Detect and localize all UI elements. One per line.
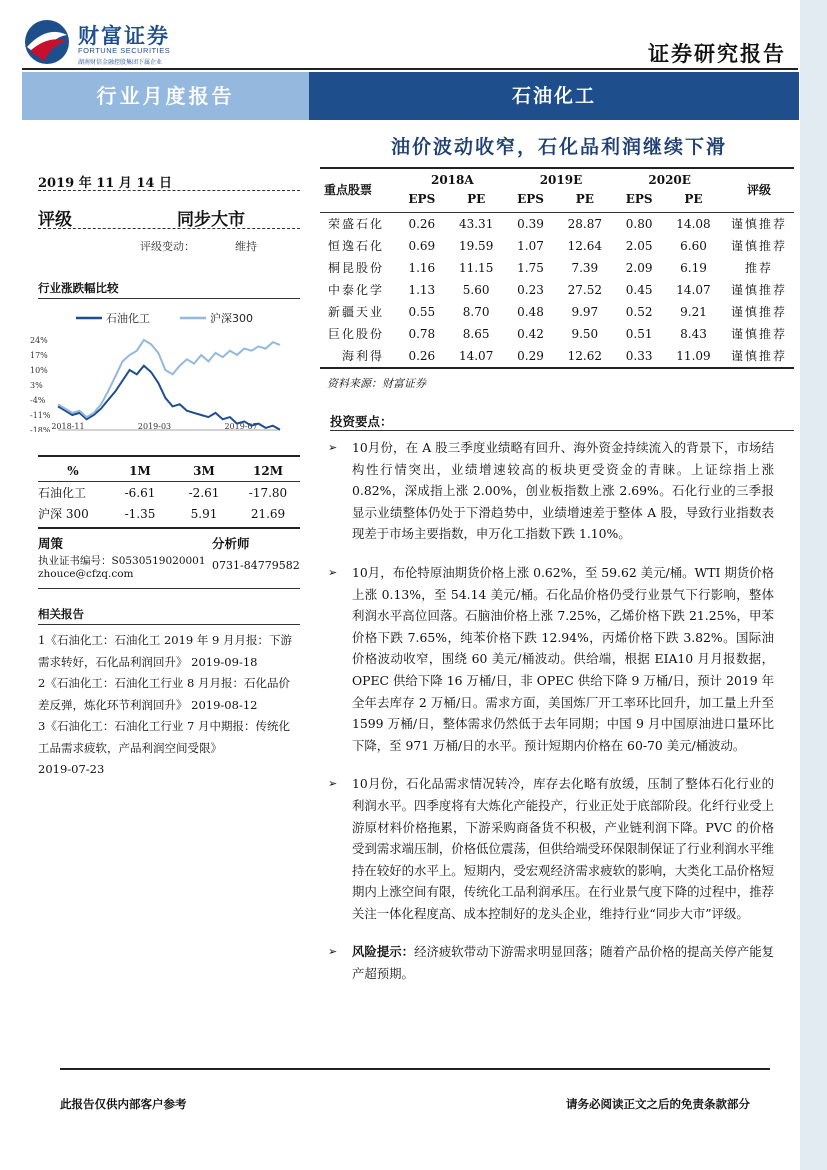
x-tick-label: 2019-03 [137, 422, 172, 431]
related-report-date: 2019-07-23 [38, 762, 105, 776]
table-row [320, 301, 794, 323]
table-header: PE [575, 191, 594, 206]
table-cell: 1.07 [517, 238, 544, 253]
divider [320, 167, 794, 169]
related-report-item[interactable]: 3《石油化工：石油化工行业 7 月中期报：传统化工品需求疲软，产品利润空间受限》 [38, 719, 290, 755]
table-cell: 1.75 [517, 260, 544, 275]
report-date: 2019 年 11 月 14 日 [38, 176, 172, 191]
rating-label: 评级 [38, 210, 72, 230]
logo-english: FORTUNE SECURITIES [78, 46, 171, 55]
arrow-icon: ➢ [328, 441, 338, 454]
y-tick-label: -11% [30, 411, 51, 420]
stock-name: 中泰化学 [328, 283, 385, 297]
table-cell: 14.07 [676, 282, 711, 297]
table-header: EPS [517, 191, 544, 206]
document-type: 证券研究报告 [648, 41, 786, 66]
table-cell: 0.33 [625, 348, 653, 363]
legend-label: 石油化工 [106, 312, 150, 325]
y-tick-label: 24% [30, 336, 48, 345]
table-cell: 0.52 [625, 304, 653, 319]
table-row [38, 482, 300, 504]
investment-points-title: 投资要点： [330, 414, 393, 429]
stock-rating: 推荐 [744, 261, 773, 275]
divider [38, 455, 300, 457]
headline: 油价波动收窄，石化品利润继续下滑 [390, 136, 727, 158]
footer-disclaimer: 此报告仅供内部客户参考 [60, 1097, 187, 1111]
side-bar [800, 0, 827, 1170]
table-row [320, 257, 794, 279]
table-cell: -17.80 [248, 485, 288, 500]
bullet-text: 10月份，在 A 股三季度业绩略有回升、海外资金持续流入的背景下，市场结构性行情突出，业绩增速较高的板块更受资金的青睐。上证综指上涨 0.82%，深成指上涨 2.00%，创业板指数上涨 2.69%。石化行业的三季报显示业绩整体仍处于下滑趋势中，业绩增速差于整体 A 股，导致行业指数表现差于市场主要指数，申万化工指数下跌 1.10%。 [352, 440, 774, 542]
table-row [38, 503, 300, 524]
table-cell: 0.26 [408, 348, 436, 363]
table-cell: 27.52 [567, 282, 602, 297]
divider [38, 298, 300, 299]
table-cell: 0.48 [517, 304, 544, 319]
table-cell: 石油化工 [38, 486, 87, 500]
table-cell: 12.62 [567, 348, 602, 363]
footer-rule [60, 1068, 770, 1070]
divider [38, 527, 300, 529]
table-header: EPS [625, 191, 653, 206]
x-tick-label: 2018-11 [51, 422, 85, 431]
legend-label: 沪深300 [210, 312, 253, 325]
stock-name: 恒逸石化 [328, 239, 385, 253]
table-cell: 0.51 [625, 326, 653, 341]
certificate-number: 执业证书编号：S0530519020001 [38, 555, 206, 567]
table-cell: 0.55 [408, 304, 436, 319]
stock-name: 荣盛石化 [328, 217, 385, 231]
table-cell: -1.35 [124, 506, 156, 521]
table-header-row [38, 460, 300, 482]
table-cell: 11.09 [676, 348, 711, 363]
divider [38, 190, 300, 191]
table-cell: 0.42 [517, 326, 544, 341]
report-type-banner [22, 72, 309, 120]
y-tick-label: -4% [30, 396, 46, 405]
divider [38, 624, 300, 625]
table-row [320, 345, 794, 367]
stock-rating: 谨慎推荐 [730, 349, 787, 363]
table-cell: 11.15 [458, 260, 494, 275]
table-header: 1M [129, 463, 151, 478]
table-row [320, 235, 794, 257]
stock-name: 海利得 [341, 349, 384, 363]
risk-text: 经济疲软带动下游需求明显回落；随着产品价格的提高关停产能复产超预期。 [352, 944, 775, 982]
table-cell: 0.26 [408, 216, 436, 231]
divider [38, 228, 300, 229]
y-tick-label: 10% [30, 366, 48, 375]
table-cell: 5.60 [462, 282, 490, 297]
table-cell: 19.59 [458, 238, 494, 253]
related-report-item[interactable]: 1《石油化工：石油化工 2019 年 9 月月报：下游需求转好，石化品利润回升》 2019-09-18 [38, 633, 293, 669]
stock-name: 巨化股份 [328, 327, 385, 341]
analyst-label: 分析师 [212, 536, 250, 551]
arrow-icon: ➢ [328, 777, 338, 791]
table-cell: 沪深 300 [38, 507, 89, 521]
table-header: 3M [193, 463, 215, 478]
arrow-icon: ➢ [328, 945, 338, 959]
table-cell: 9.50 [571, 326, 599, 341]
author-phone: 0731-84779582 [212, 559, 300, 572]
table-cell: 7.39 [571, 260, 599, 275]
table-header: % [67, 463, 79, 478]
table-cell: 8.43 [680, 326, 707, 341]
investment-points [326, 437, 774, 1002]
table-cell: 0.69 [408, 238, 436, 253]
x-tick-label: 2019-07 [224, 422, 258, 431]
rating-value: 同步大市 [177, 210, 245, 230]
stock-rating: 谨慎推荐 [730, 283, 787, 297]
list-item [326, 562, 774, 756]
y-tick-label: 3% [30, 381, 43, 390]
table-header: 12M [253, 463, 283, 478]
table-cell: -6.61 [124, 485, 156, 500]
industry-banner [309, 72, 799, 120]
logo-subtitle: 湖南财信金融控股集团下属企业 [78, 59, 163, 66]
stock-rating: 谨慎推荐 [730, 217, 787, 231]
table-header: PE [684, 191, 703, 206]
table-row [320, 279, 794, 301]
stock-rating: 谨慎推荐 [730, 327, 787, 341]
divider [320, 367, 794, 369]
stock-rating: 谨慎推荐 [730, 305, 787, 319]
table-header: EPS [408, 191, 436, 206]
key-stocks-table [320, 170, 794, 367]
bullet-text: 10月份，石化品需求情况转冷，库存去化略有放缓，压制了整体石化行业的利润水平。四季度将有大炼化产能投产，行业正处于底部阶段。化纤行业受上游原材料价格拖累，下游采购商备货不积极，产业链利润下降。PVC 的价格受到需求端压制，价格低位震荡，但供给端受环保限制保证了行业利润水平维持在较好的水平上。短期内，受宏观经济需求疲软的影响，大类化工品价格短期内上涨空间有限，传统化工品利润承压。在行业景气度下降的过程中，推荐关注一体化程度高、成本控制好的龙头企业，维持行业“同步大市”评级。 [352, 776, 774, 921]
arrow-icon: ➢ [328, 565, 338, 579]
list-item [326, 437, 774, 545]
table-cell: 0.45 [625, 282, 653, 297]
table-header-row [320, 170, 794, 189]
risk-label: 风险提示： [352, 944, 415, 960]
table-cell: 0.78 [408, 326, 436, 341]
risk-item [326, 941, 774, 984]
table-header: 重点股票 [324, 182, 373, 197]
table-cell: 6.19 [680, 260, 707, 275]
table-cell: 21.69 [250, 506, 286, 521]
table-cell: 1.16 [408, 260, 436, 275]
related-reports-list [38, 630, 300, 781]
divider [330, 430, 794, 431]
table-header: 2020E [648, 172, 691, 187]
table-cell: 5.91 [190, 506, 218, 521]
table-header: PE [467, 191, 486, 206]
table-cell: 0.29 [517, 348, 544, 363]
table-cell: 2.05 [625, 238, 653, 253]
logo-text: 财富证券 [78, 24, 170, 48]
table-row [320, 323, 794, 345]
series-line [58, 340, 280, 417]
table-cell: -2.61 [188, 485, 220, 500]
y-tick-label: -18% [30, 426, 51, 432]
rating-change-value: 维持 [235, 240, 257, 253]
bullet-text: 10月，布伦特原油期货价格上涨 0.62%，至 59.62 美元/桶。WTI 期货价格上涨 0.13%，至 54.14 美元/桶。石化品价格仍受行业景气下行影响，整体利润水平高位回落。石脑油价格上涨 7.25%，乙烯价格下跌 21.25%，甲苯价格下跌 7.65%，纯苯价格下跌 12.94%，丙烯价格下跌 3.82%。国际油价格波动收窄，围绕 60 美元/桶波动。供给端，根据 EIA10 月月报数据，OPEC 供给下降 16 万桶/日，非 OPEC 供给下降 9 万桶/日，预计 2019 年全年去库存 2 万桶/日。需求方面，美国炼厂开工率环比回升，加工量上升至 1599 万桶/日，整体需求仍然低于去年同期；中国 9 月中国原油进口量环比下降，至 971 万桶/日的水平。预计短期内价格在 60-70 美元/桶波动。 [352, 564, 774, 753]
author-email[interactable]: zhouce@cfzq.com [38, 568, 134, 580]
table-cell: 1.13 [408, 282, 436, 297]
table-header: 2019E [539, 172, 583, 187]
rating-change-label: 评级变动： [140, 240, 195, 253]
table-cell: 14.08 [676, 216, 711, 231]
stock-name: 新疆天业 [328, 305, 385, 319]
table-cell: 12.64 [567, 238, 602, 253]
table-cell: 8.70 [462, 304, 490, 319]
table-cell: 9.97 [571, 304, 599, 319]
table-cell: 6.60 [680, 238, 707, 253]
industry-name: 石油化工 [511, 85, 596, 107]
table-cell: 8.65 [462, 326, 490, 341]
table-cell: 9.21 [680, 304, 707, 319]
report-type: 行业月度报告 [96, 84, 235, 108]
table-cell: 0.80 [625, 216, 653, 231]
table-cell: 14.07 [458, 348, 494, 363]
table-cell: 0.39 [517, 216, 544, 231]
stock-rating: 谨慎推荐 [730, 239, 787, 253]
header-rule [22, 68, 798, 70]
data-source: 资料来源：财富证券 [327, 377, 426, 390]
related-reports-title: 相关报告 [38, 607, 84, 621]
table-cell: 2.09 [625, 260, 653, 275]
divider [38, 588, 300, 589]
related-report-item[interactable]: 2《石油化工：石油化工行业 8 月月报：石化品价差反弹，炼化环节利润回升》 2019-08-12 [38, 676, 290, 712]
performance-chart [28, 302, 300, 432]
table-cell: 43.31 [458, 216, 494, 231]
performance-table [38, 460, 300, 524]
table-header: 2018A [430, 172, 474, 187]
table-cell: 0.23 [517, 282, 544, 297]
series-line [58, 366, 280, 430]
table-header: 评级 [746, 182, 771, 197]
table-row [320, 212, 794, 235]
author-name: 周策 [38, 536, 64, 551]
table-cell: 28.87 [567, 216, 602, 231]
y-tick-label: 17% [30, 351, 48, 360]
footer-notice[interactable]: 请务必阅读正文之后的免责条款部分 [566, 1097, 750, 1111]
perf-chart-title: 行业涨跌幅比较 [38, 281, 119, 295]
list-item [326, 773, 774, 924]
stock-name: 桐昆股份 [328, 261, 385, 275]
